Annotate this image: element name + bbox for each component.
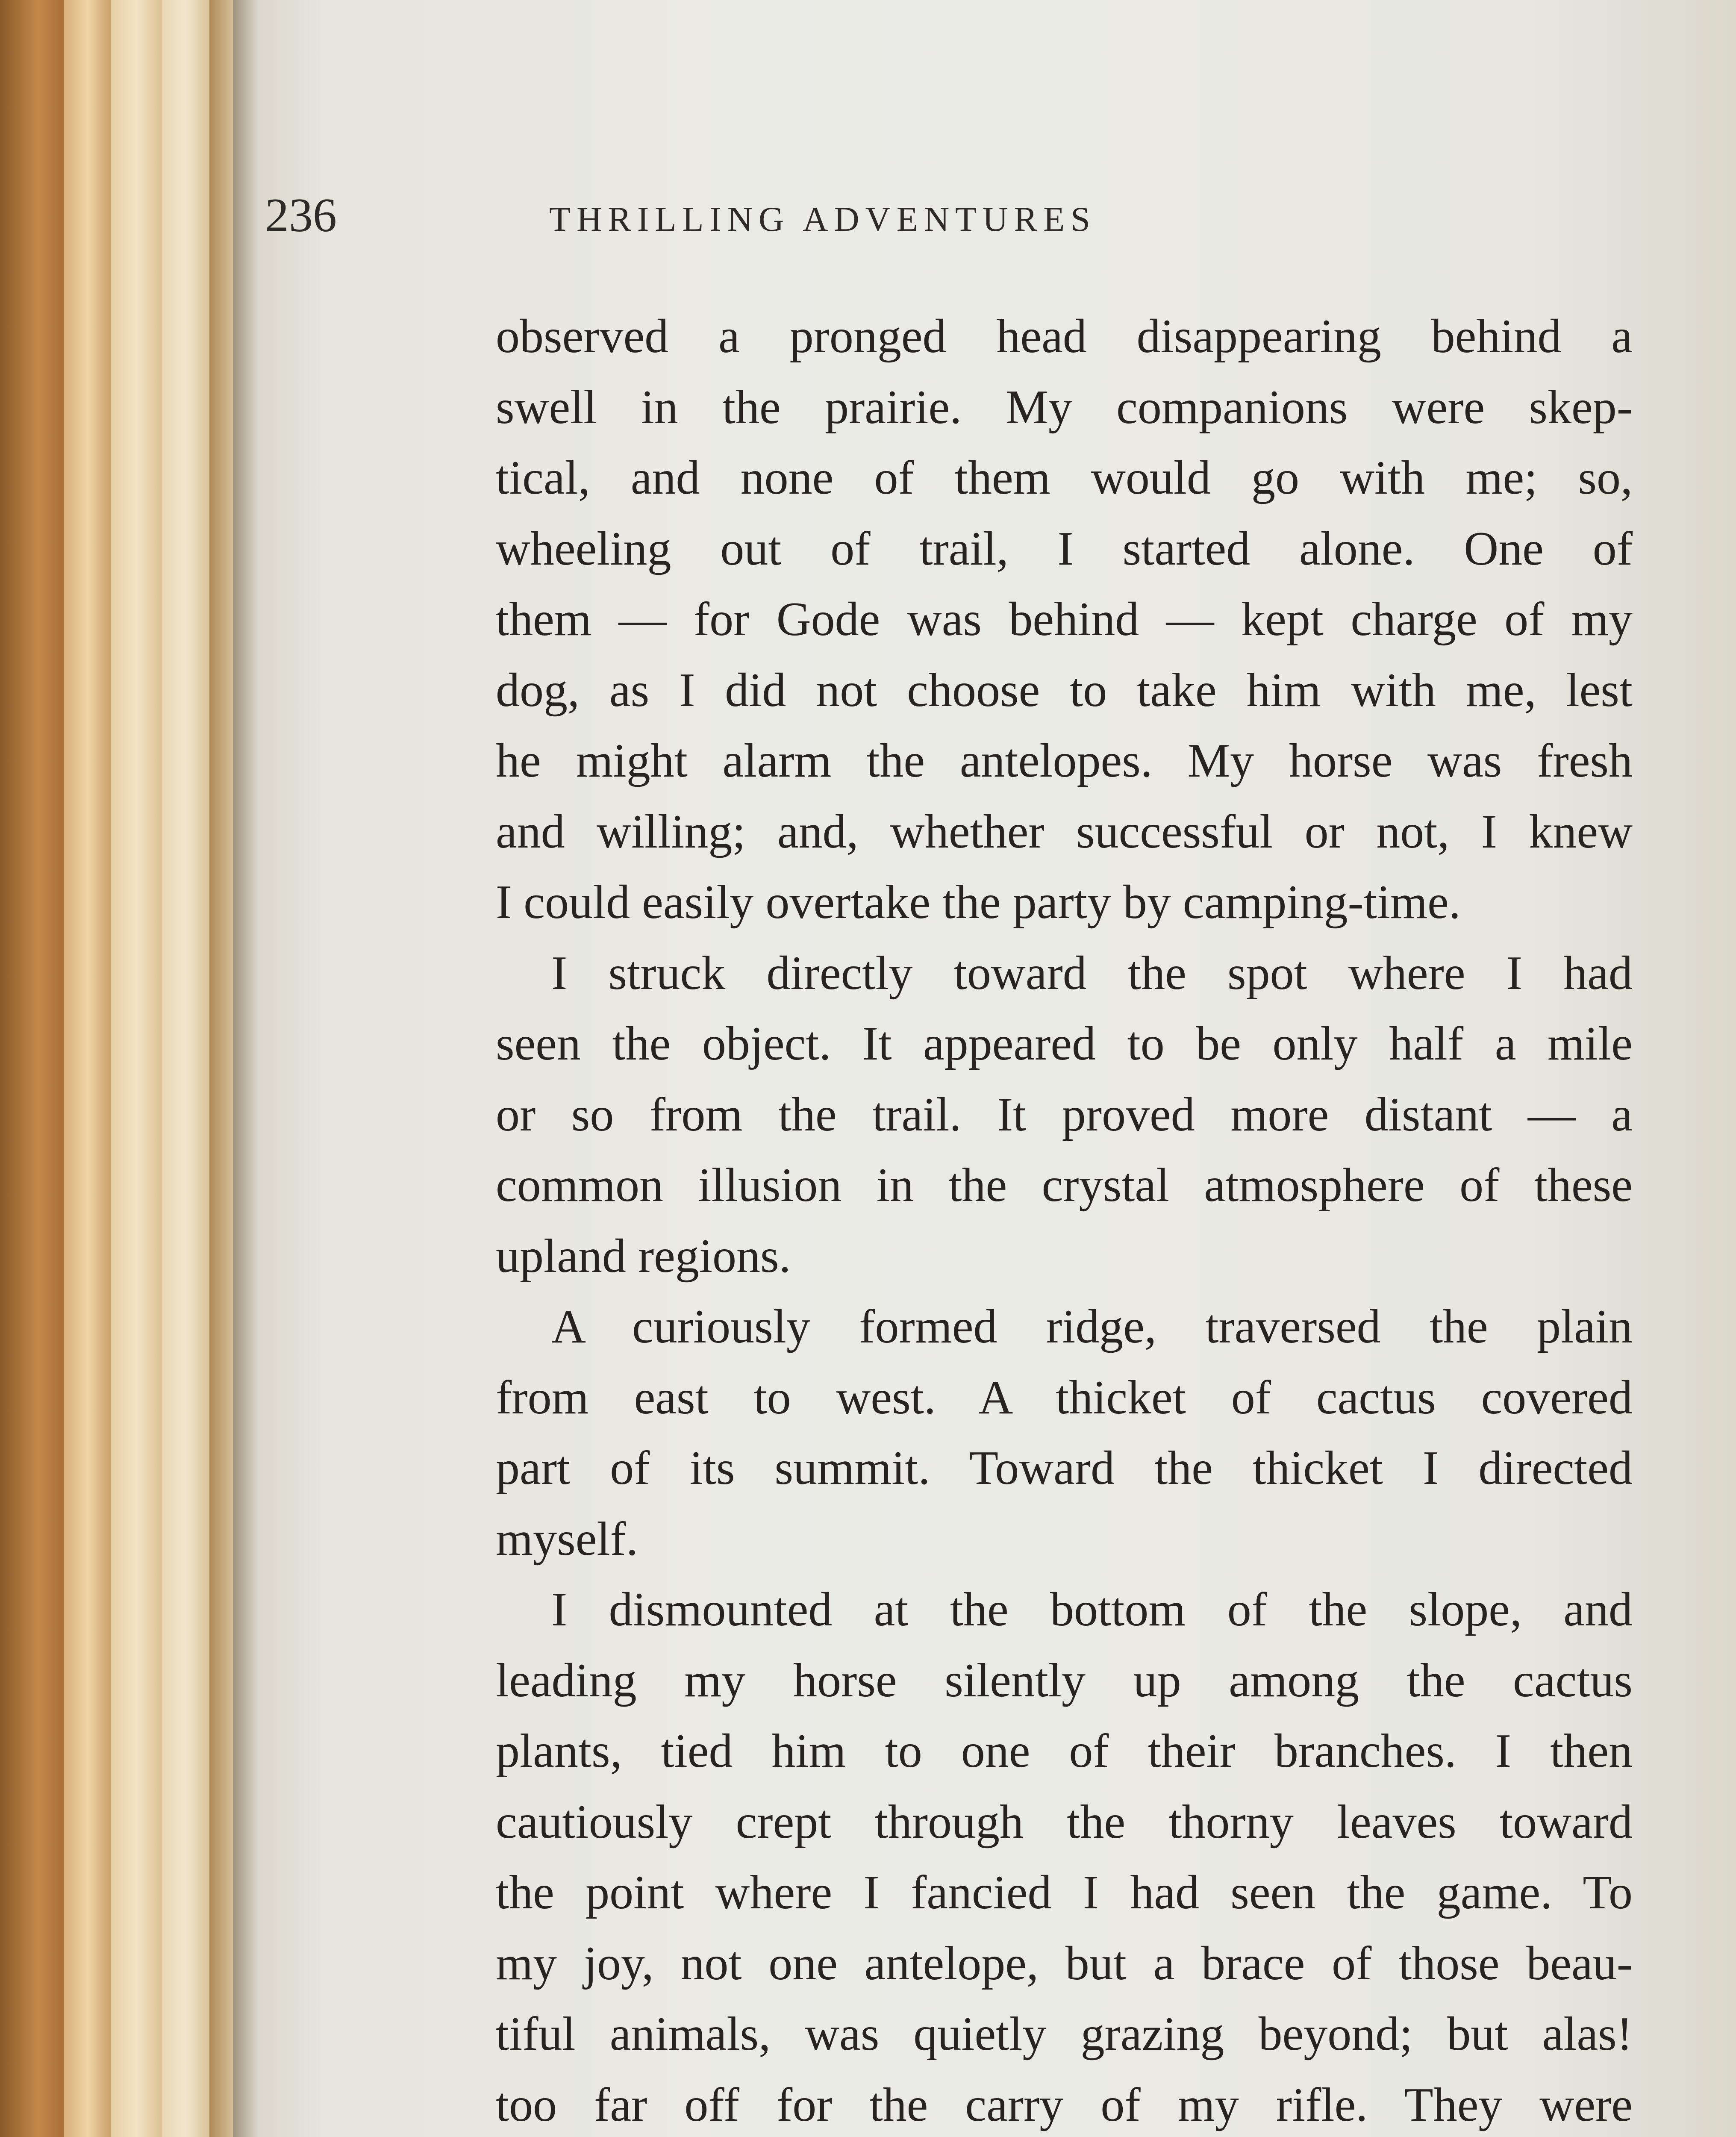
- text-line: cautiously crept through the thorny leaves toward: [496, 1795, 1633, 1849]
- text-line: myself.: [496, 1512, 638, 1566]
- text-line: A curiously formed ridge, traversed the plain: [551, 1300, 1633, 1353]
- page-edges: [0, 0, 231, 2137]
- text-line: from east to west. A thicket of cactus covered: [496, 1371, 1633, 1424]
- text-line: he might alarm the antelopes. My horse was fresh: [496, 734, 1633, 787]
- page-edge-strip: [209, 0, 235, 2137]
- text-line: and willing; and, whether successful or not, I knew: [496, 805, 1633, 858]
- text-line: too far off for the carry of my rifle. They were: [496, 2078, 1633, 2131]
- page-edge-strip: [64, 0, 111, 2137]
- page-edge-strip: [162, 0, 209, 2137]
- text-line: tiful animals, was quietly grazing beyond; but alas!: [496, 2007, 1633, 2060]
- text-line: leading my horse silently up among the cactus: [496, 1654, 1633, 1707]
- text-line: swell in the prairie. My companions were skep-: [496, 380, 1633, 434]
- text-line: my joy, not one antelope, but a brace of those beau-: [496, 1937, 1633, 1990]
- text-line: or so from the trail. It proved more distant — a: [496, 1088, 1633, 1141]
- text-line: observed a pronged head disappearing behind a: [496, 310, 1633, 363]
- text-line: plants, tied him to one of their branches. I then: [496, 1725, 1633, 1778]
- running-title: THRILLING ADVENTURES: [549, 200, 1096, 238]
- running-head: [265, 180, 1427, 248]
- text-line: seen the object. It appeared to be only half a mile: [496, 1017, 1633, 1070]
- text-line: part of its summit. Toward the thicket I directed: [496, 1442, 1633, 1495]
- text-line: dog, as I did not choose to take him with me, lest: [496, 663, 1633, 717]
- text-line: tical, and none of them would go with me; so,: [496, 451, 1633, 504]
- page-edge-strip: [0, 0, 64, 2137]
- text-line: I dismounted at the bottom of the slope, and: [551, 1583, 1633, 1636]
- body-text: [496, 301, 1633, 2137]
- text-line: common illusion in the crystal atmosphere of these: [496, 1159, 1633, 1212]
- text-line: I could easily overtake the party by camping-time.: [496, 876, 1461, 929]
- page-edge-strip: [111, 0, 162, 2137]
- text-line: wheeling out of trail, I started alone. One of: [496, 522, 1633, 575]
- page-number: 236: [265, 189, 337, 242]
- text-line: upland regions.: [496, 1229, 791, 1283]
- text-line: the point where I fancied I had seen the game. To: [496, 1866, 1633, 1919]
- gutter-shadow: [233, 0, 259, 2137]
- text-line: them — for Gode was behind — kept charge of my: [496, 593, 1633, 646]
- text-line: I struck directly toward the spot where I had: [551, 946, 1633, 1000]
